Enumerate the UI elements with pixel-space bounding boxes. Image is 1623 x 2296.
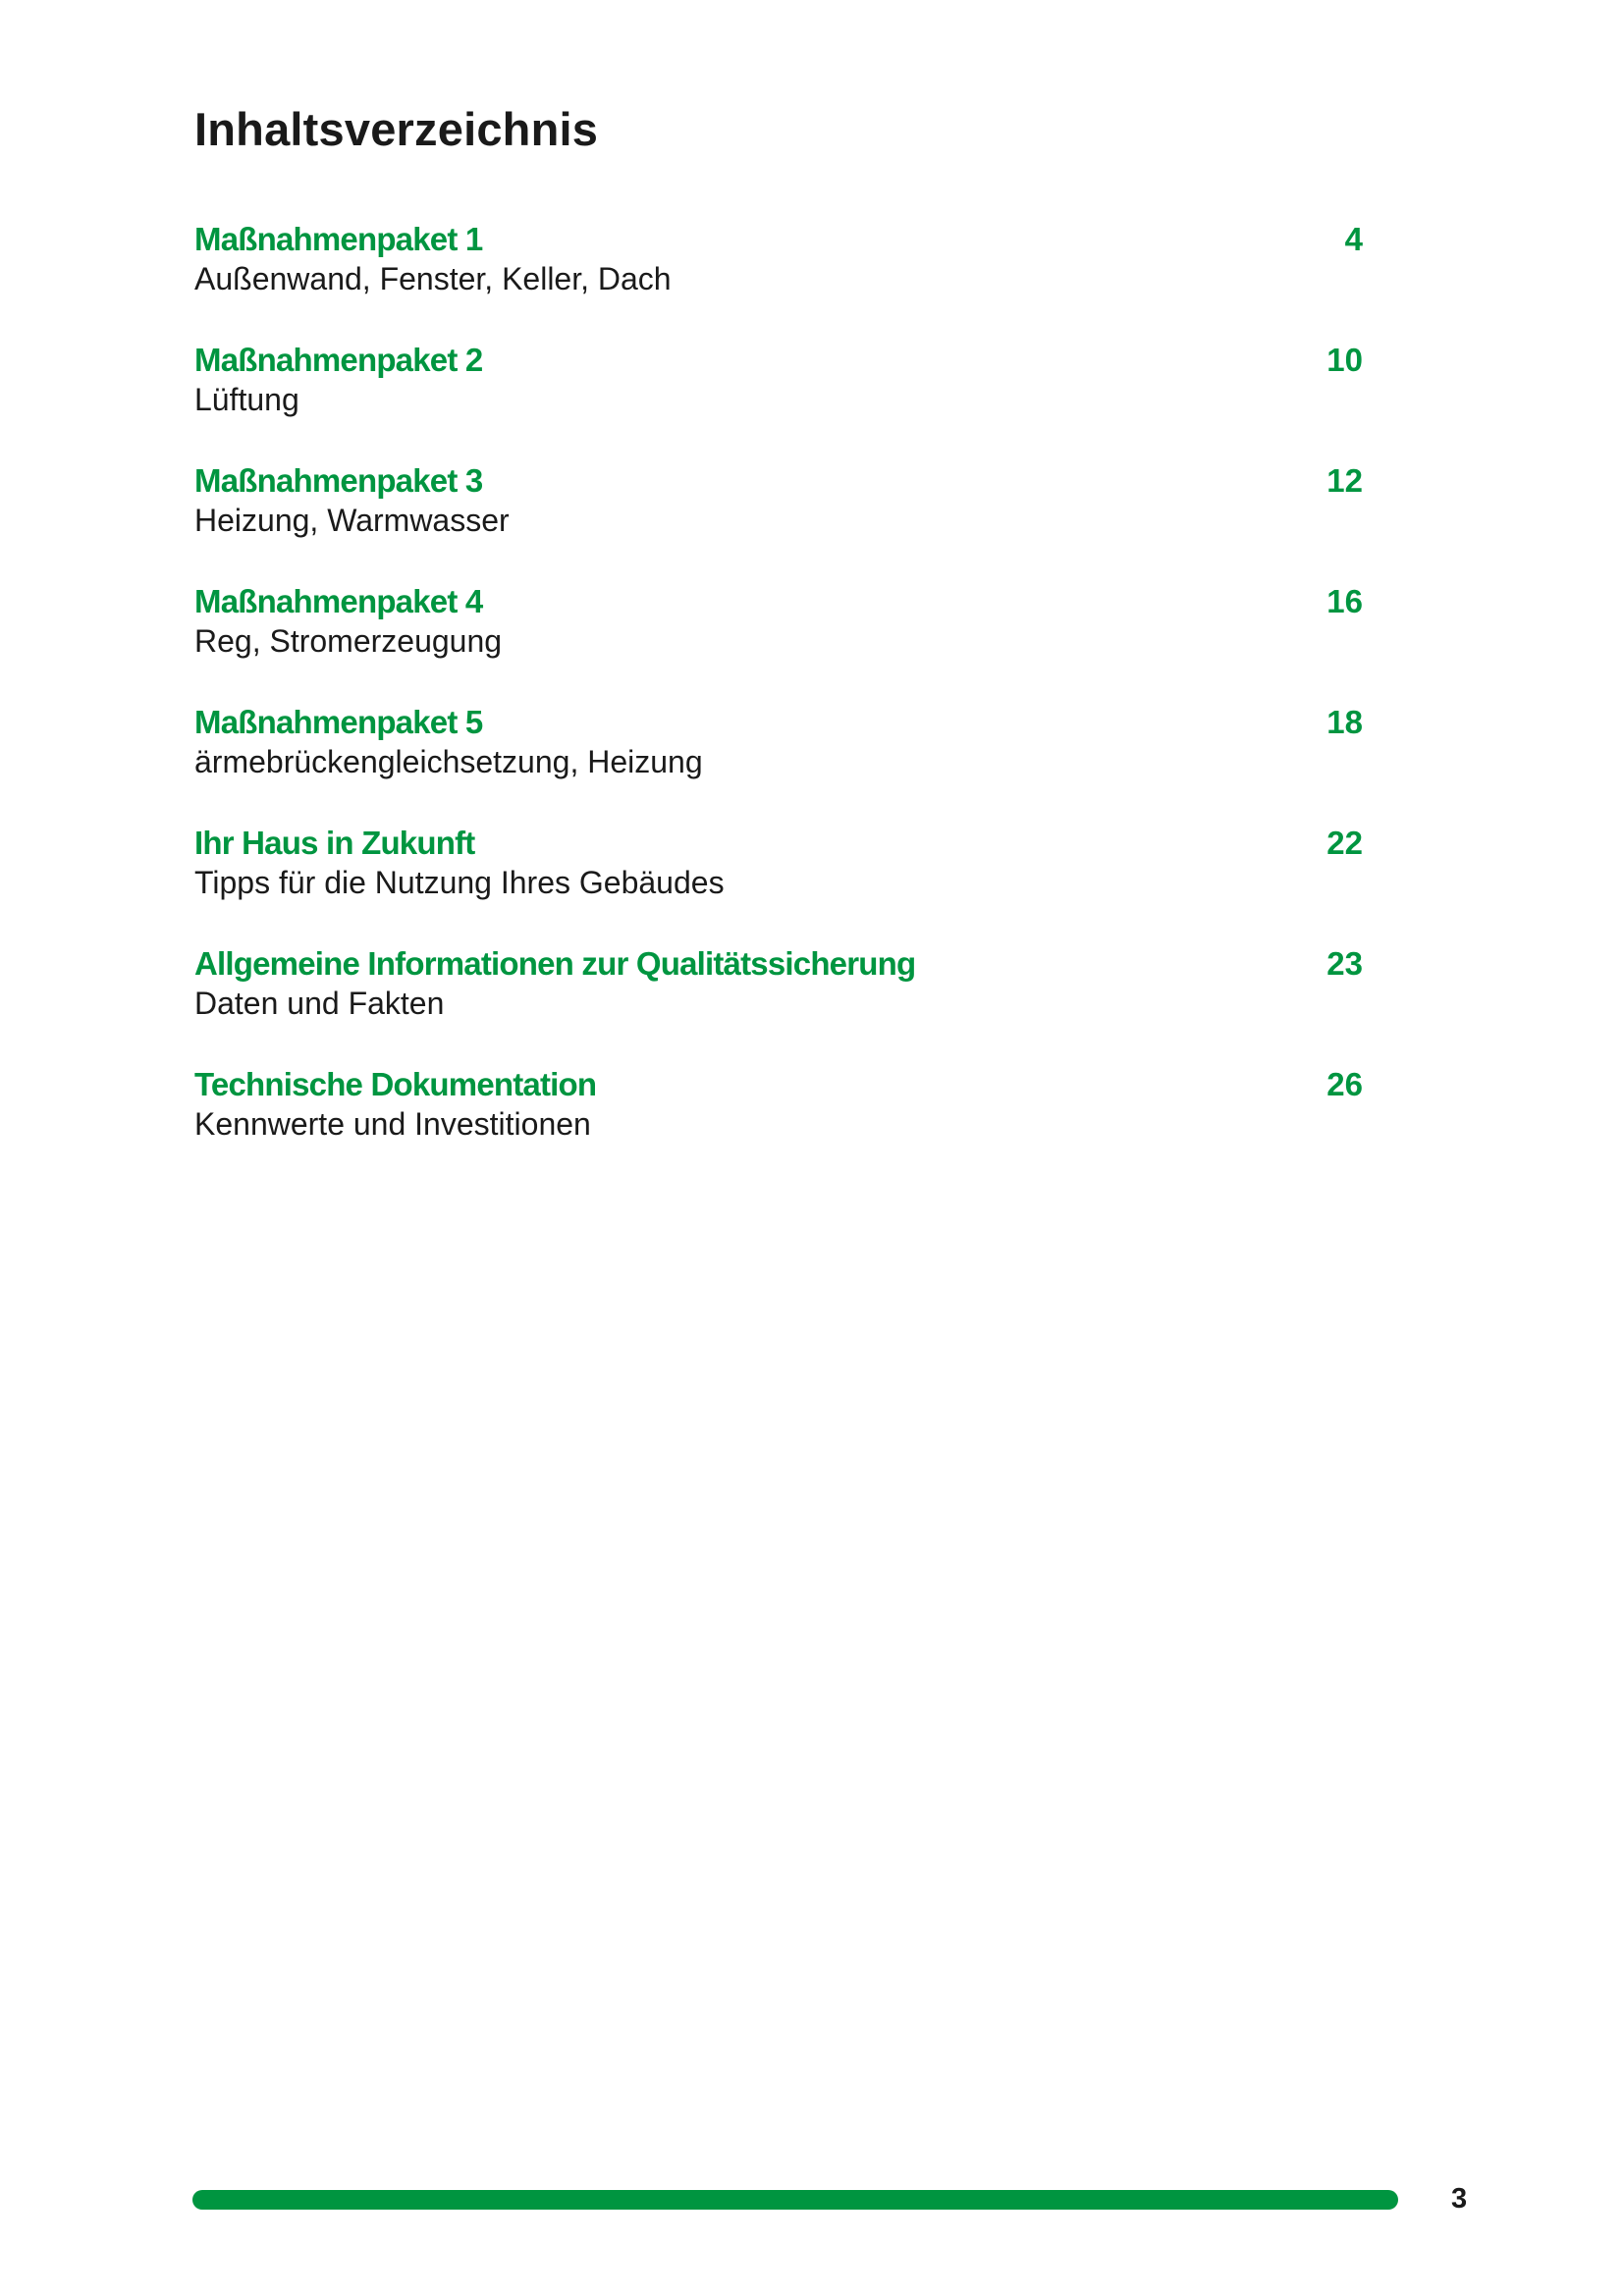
- toc-page-number[interactable]: 12: [1326, 462, 1363, 499]
- toc-subtitle: Tipps für die Nutzung Ihres Gebäudes: [194, 865, 725, 900]
- toc-subtitle: ärmebrückengleichsetzung, Heizung: [194, 744, 703, 779]
- toc-page-number[interactable]: 10: [1326, 342, 1363, 378]
- toc-page-number[interactable]: 4: [1344, 221, 1363, 257]
- toc-entry-2[interactable]: [194, 341, 1363, 461]
- toc-entry-8[interactable]: [194, 1065, 1363, 1186]
- toc-heading[interactable]: Maßnahmenpaket 1: [194, 221, 483, 257]
- toc-subtitle: Lüftung: [194, 382, 299, 417]
- toc-heading[interactable]: Technische Dokumentation: [194, 1066, 597, 1102]
- page-number: 3: [1451, 2183, 1468, 2215]
- toc-page-number[interactable]: 26: [1326, 1066, 1363, 1102]
- toc-heading[interactable]: Allgemeine Informationen zur Qualitätssicherung: [194, 945, 916, 982]
- page-title: Inhaltsverzeichnis: [194, 103, 599, 155]
- toc-subtitle: Daten und Fakten: [194, 986, 445, 1021]
- table-of-contents: [194, 220, 1363, 1186]
- toc-entry-7[interactable]: [194, 944, 1363, 1065]
- toc-page-number[interactable]: 23: [1326, 945, 1363, 982]
- toc-subtitle: Reg, Stromerzeugung: [194, 623, 503, 659]
- toc-heading[interactable]: Maßnahmenpaket 3: [194, 462, 483, 499]
- toc-entry-1[interactable]: [194, 220, 1363, 341]
- toc-entry-3[interactable]: [194, 461, 1363, 582]
- toc-heading[interactable]: Ihr Haus in Zukunft: [194, 825, 475, 861]
- toc-subtitle: Außenwand, Fenster, Keller, Dach: [194, 261, 672, 296]
- toc-heading[interactable]: Maßnahmenpaket 5: [194, 704, 483, 740]
- toc-entry-6[interactable]: [194, 824, 1363, 944]
- toc-page-number[interactable]: 22: [1326, 825, 1363, 861]
- toc-page-number[interactable]: 18: [1326, 704, 1363, 740]
- toc-heading[interactable]: Maßnahmenpaket 4: [194, 583, 483, 619]
- toc-entry-4[interactable]: [194, 582, 1363, 703]
- footer-bar: [192, 2190, 1398, 2210]
- toc-subtitle: Heizung, Warmwasser: [194, 503, 510, 538]
- toc-entry-5[interactable]: [194, 703, 1363, 824]
- toc-page-number[interactable]: 16: [1326, 583, 1363, 619]
- toc-heading[interactable]: Maßnahmenpaket 2: [194, 342, 483, 378]
- toc-subtitle: Kennwerte und Investitionen: [194, 1106, 591, 1142]
